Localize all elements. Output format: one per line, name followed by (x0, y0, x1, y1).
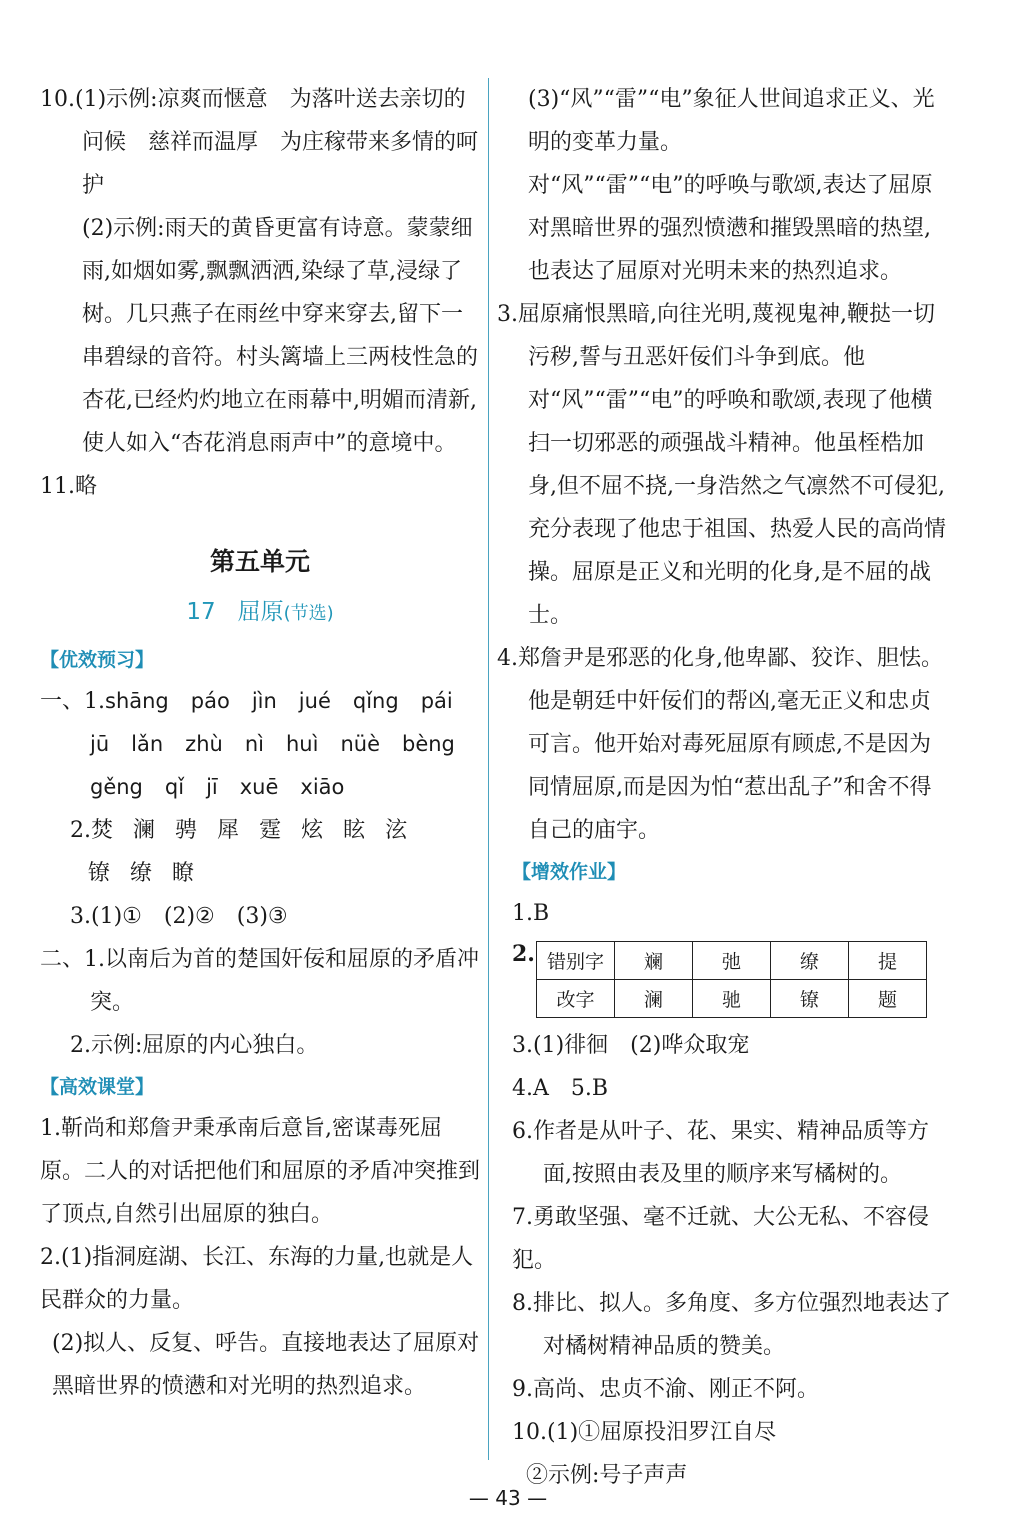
table-cell: 镣 (771, 980, 849, 1018)
chars-row-1 (40, 809, 480, 852)
answer-character: 缭 (130, 861, 153, 886)
right-column (497, 78, 952, 1497)
answer-character: 眩 (343, 818, 366, 843)
answer-character: 犀 (217, 818, 240, 843)
column-divider (488, 78, 489, 1460)
table-cell: 错别字 (537, 942, 615, 980)
classroom-answer-4: 4.郑詹尹是邪恶的化身,他卑鄙、狡诈、胆怯。他是朝廷中奸佞们的帮凶,毫无正义和忠贞可言。他开始对毒死屈原有顾虑,不是因为同情屈原,而是因为怕“惹出乱子”和舍不得自己的庙宇。 (497, 646, 943, 843)
answer-1-3: 3.(1)① (2)② (3)③ (70, 904, 288, 929)
pinyin-syllable: bèng (402, 732, 455, 756)
homework-answer-3: 3.(1)徘徊 (2)哗众取宠 (512, 1033, 750, 1058)
answer-character: 骋 (175, 818, 198, 843)
pinyin-row-1 (40, 680, 480, 723)
table-cell: 斓 (615, 942, 693, 980)
section-preview-heading: 【优效预习】 (40, 649, 155, 671)
table-cell: 改字 (537, 980, 615, 1018)
table-cell: 驰 (693, 980, 771, 1018)
left-column (40, 78, 480, 1408)
homework-answer-1: 1.B (512, 901, 550, 926)
homework-answer-8: 8.排比、拟人。多角度、多方位强烈地表达了对橘树精神品质的赞美。 (512, 1291, 951, 1359)
table-cell: 澜 (615, 980, 693, 1018)
table-row (537, 980, 927, 1018)
homework-answer-7: 7.勇敢坚强、毫不迁就、大公无私、不容侵犯。 (512, 1205, 929, 1273)
homework-answer-4-5: 4.A 5.B (512, 1076, 609, 1101)
section-homework-heading: 【增效作业】 (512, 861, 627, 883)
chars-row-2 (40, 852, 480, 895)
pinyin-syllable: nüè (340, 732, 380, 756)
table-cell: 缭 (771, 942, 849, 980)
answer-character: 镣 (88, 861, 111, 886)
answer-2-1: 二、1.以南后为首的楚国奸佞和屈原的矛盾冲突。 (40, 947, 479, 1015)
lesson-subtitle: (节选) (283, 603, 334, 624)
chars-label: 2. (70, 818, 91, 843)
answer-character: 霆 (259, 818, 282, 843)
section-classroom-heading: 【高效课堂】 (40, 1076, 155, 1098)
pinyin-syllable: qǐ (164, 775, 185, 799)
pinyin-syllable: jī (206, 775, 218, 799)
lesson-number: 17 (186, 599, 216, 625)
pinyin-syllable: jué (298, 689, 331, 713)
answer-character: 瞭 (172, 861, 195, 886)
homework-answer-2-number: 2. (512, 941, 535, 967)
answer-10-2: (2)示例:雨天的黄昏更富有诗意。蒙蒙细雨,如烟如雾,飘飘洒洒,染绿了草,浸绿了树。几只燕子在雨丝中穿来穿去,留下一串碧绿的音符。村头篱墙上三两枝性急的杏花,已经灼灼地立在雨幕中,明媚而清新,使人如入“杏花消息雨声中”的意境中。 (82, 216, 479, 456)
answer-character: 炫 (301, 818, 324, 843)
page-number: — 43 — (468, 1486, 548, 1510)
answer-2-2: 2.示例:屈原的内心独白。 (70, 1033, 319, 1058)
pinyin-syllable: xuē (239, 775, 279, 799)
answer-character: 焚 (91, 818, 114, 843)
pinyin-syllable: nì (244, 732, 264, 756)
classroom-answer-2-3b: 对“风”“雷”“电”的呼唤与歌颂,表达了屈原对黑暗世界的强烈愤懑和摧毁黑暗的热望,也表达了屈原对光明未来的热烈追求。 (528, 173, 933, 284)
pinyin-syllable: jìn (251, 689, 277, 713)
pinyin-syllable: páo (190, 689, 230, 713)
classroom-answer-2-1: 2.(1)指洞庭湖、长江、东海的力量,也就是人民群众的力量。 (40, 1245, 474, 1313)
homework-answer-10-1: 10.(1)①屈原投汨罗江自尽 (512, 1420, 777, 1445)
correction-table (536, 941, 927, 1018)
pinyin-syllable: shāng (105, 689, 169, 713)
pinyin-label: 一、1. (40, 689, 105, 714)
answer-character: 泫 (385, 818, 408, 843)
classroom-answer-1: 1.靳尚和郑詹尹秉承南后意旨,密谋毒死屈原。二人的对话把他们和屈原的矛盾冲突推到了顶点,自然引出屈原的独白。 (40, 1116, 481, 1227)
pinyin-syllable: xiāo (300, 775, 345, 799)
answer-character: 澜 (133, 818, 156, 843)
pinyin-row-2 (40, 723, 480, 766)
lesson-title (40, 590, 480, 636)
pinyin-syllable: lǎn (131, 732, 164, 756)
pinyin-syllable: pái (420, 689, 453, 713)
homework-answer-10-2: ②示例:号子声声 (526, 1463, 688, 1488)
pinyin-syllable: gěng (90, 775, 143, 799)
answer-10-1: 10.(1)示例:凉爽而惬意 为落叶送去亲切的问候 慈祥而温厚 为庄稼带来多情的呵护 (40, 87, 479, 198)
pinyin-row-3 (40, 766, 480, 809)
unit-title: 第五单元 (209, 547, 310, 576)
classroom-answer-3: 3.屈原痛恨黑暗,向往光明,蔑视鬼神,鞭挞一切污秽,誓与丑恶奸佞们斗争到底。他对“风”“雷”“电”的呼唤和歌颂,表现了他横扫一切邪恶的顽强战斗精神。他虽桎梏加身,但不屈不挠,一身浩然之气凛然不可侵犯,充分表现了他忠于祖国、热爱人民的高尚情操。屈原是正义和光明的化身,是不屈的战士。 (497, 302, 947, 628)
pinyin-syllable: huì (285, 732, 319, 756)
lesson-name: 屈原 (237, 599, 284, 625)
pinyin-syllable: jū (90, 732, 110, 756)
table-row (537, 942, 927, 980)
answer-11: 11.略 (40, 474, 97, 499)
table-cell: 提 (849, 942, 927, 980)
pinyin-syllable: zhù (185, 732, 223, 756)
classroom-answer-2-2: (2)拟人、反复、呼告。直接地表达了屈原对黑暗世界的愤懑和对光明的热烈追求。 (52, 1331, 480, 1399)
homework-answer-2 (512, 939, 952, 1018)
table-cell: 弛 (693, 942, 771, 980)
homework-answer-6: 6.作者是从叶子、花、果实、精神品质等方面,按照由表及里的顺序来写橘树的。 (512, 1119, 929, 1187)
table-cell: 题 (849, 980, 927, 1018)
pinyin-syllable: qǐng (352, 689, 399, 713)
classroom-answer-2-3: (3)“风”“雷”“电”象征人世间追求正义、光明的变革力量。 (528, 87, 935, 155)
homework-answer-9: 9.高尚、忠贞不渝、刚正不阿。 (512, 1377, 819, 1402)
